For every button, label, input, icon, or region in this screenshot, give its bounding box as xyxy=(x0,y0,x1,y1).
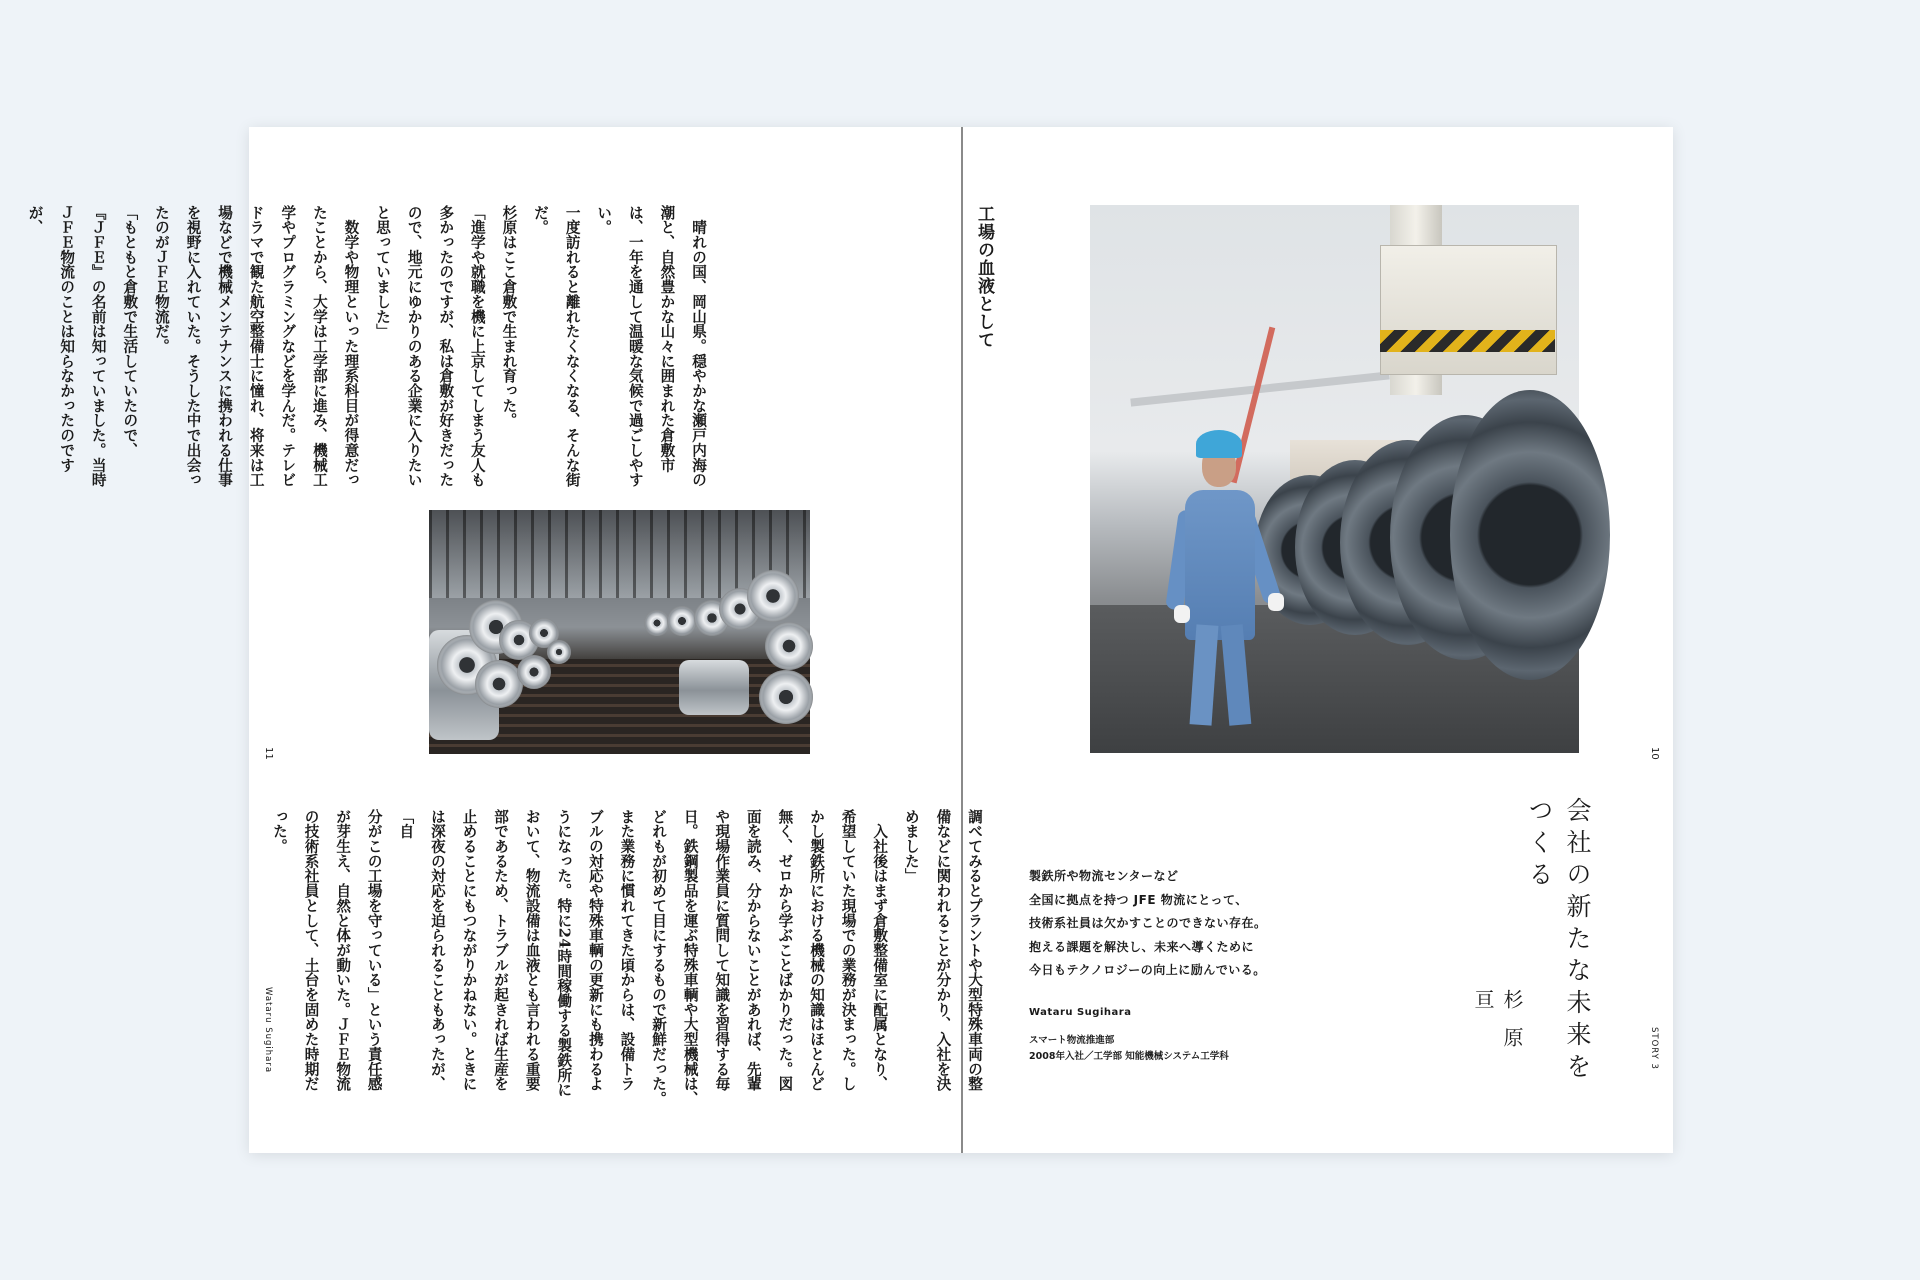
page-number-right: 10 xyxy=(1649,747,1660,760)
author-name-en: Wataru Sugihara xyxy=(1029,1007,1132,1018)
lead-line: 全国に拠点を持つ JFE 物流にとって、 xyxy=(1029,892,1248,907)
page-number-left: 11 xyxy=(263,747,274,760)
body-text-top: 晴れの国、岡山県。穏やかな瀬戸内海の 潮と、自然豊かな山々に囲まれた倉敷市 は、一年を通して温暖な気候で過ごしやすい。 一度訪れると離れたくなくなる、そんな街だ。 杉原はここ倉敷で生まれ育った。 「進学や就職を機に上京してしまう友人も 多かったのですが、私は倉敷が好きだった ので、地元にゆかりのある企業に入りたい と思っていました」 数学や物理といった理系科目が得意だっ たことから、大学は工学部に進み、機械工 学やプログラミングなどを学んだ。テレビ ドラマで観た航空整備士に憧れ、将来は工 場などで機械メンテナンスに携われる仕事 を視野に入れていた。そうした中で出会っ たのがＪＦＥ物流だ。 「もともと倉敷で生活していたので、 『ＪＦＥ』の名前は知っていました。当時 ＪＦＥ物流のことは知らなかったのですが、 xyxy=(26,205,707,488)
lead-line: 今日もテクノロジーの向上に励んでいる。 xyxy=(1029,963,1266,977)
author-department: スマート物流推進部 xyxy=(1029,1035,1115,1046)
magazine-spread xyxy=(26,127,1673,1153)
lead-line: 抱える課題を解決し、未来へ導くために xyxy=(1029,939,1255,954)
steel-coil-warehouse-photo xyxy=(429,510,810,754)
running-name: Wataru Sugihara xyxy=(263,987,273,1074)
right-page xyxy=(963,127,1673,1153)
story-label: STORY 3 xyxy=(1649,1027,1659,1070)
worker-portrait-photo xyxy=(1090,205,1579,753)
lead-line: 技術系社員は欠かすことのできない存在。 xyxy=(1029,916,1267,930)
author-name-ja: 杉原 亘 xyxy=(1471,989,1524,1090)
author-career: 2008年入社／工学部 知能機械システム工学科 xyxy=(1029,1051,1229,1062)
left-page xyxy=(26,127,994,1153)
body-text-bottom: 調べてみるとプラントや大型特殊車両の整 備などに関われることが分かり、入社を決 めました」 入社後はまず倉敷整備室に配属となり、 希望していた現場での業務が決まった。し かし製鉄所における機械の知識はほとんど 無く、ゼロから学ぶことばかりだった。図 面を読み、分からないことがあれば、先輩 や現場作業員に質問して知識を習得する毎 日。鉄鋼製品を運ぶ特殊車輌や大型機械は、 どれもが初めて目にするもので新鮮だった。 また業務に慣れてきた頃からは、設備トラ ブルの対応や特殊車輌の更新にも携わるよ うになった。特に24時間稼働する製鉄所に おいて、物流設備は血液とも言われる重要 部であるため、トラブルが起きれば生産を 止めることにもつながりかねない。ときに は深夜の対応を迫られることもあったが、「自 分がこの工場を守っている」という責任感 が芽生え、自然と体が動いた。ＪＦＥ物流 の技術系社員として、土台を固めた時期だ った。 xyxy=(270,809,983,1106)
lead-line: 製鉄所や物流センターなど xyxy=(1029,869,1179,883)
lead-text xyxy=(1029,865,1267,983)
section-heading: 工場の血液として xyxy=(974,205,994,349)
article-title: 会社の新たな未来を つくる xyxy=(1525,797,1592,1085)
